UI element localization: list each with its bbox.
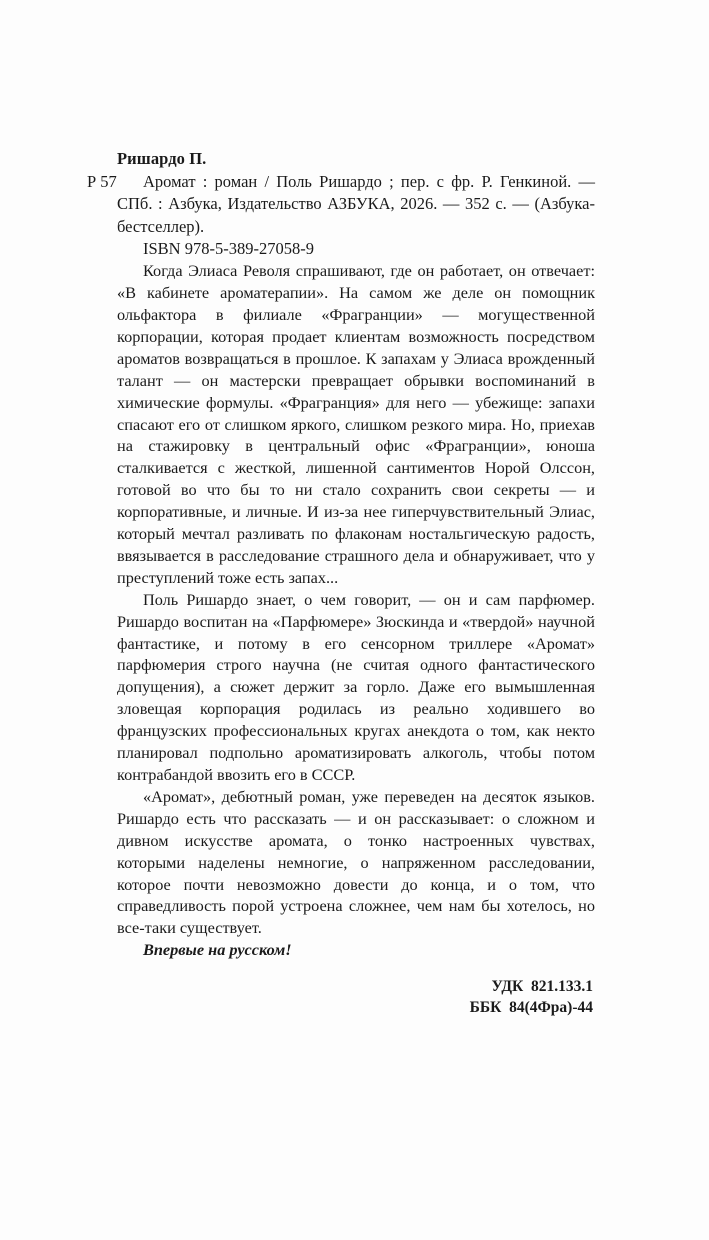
closing-note: Впервые на русском! xyxy=(143,940,292,960)
author-heading: Ришардо П. xyxy=(117,149,207,168)
bbk-code: ББК 84(4Фра)-44 xyxy=(469,998,593,1016)
annotation-paragraph-2: Поль Ришардо знает, о чем говорит, — он и сам парфюмер. Ришардо воспитан на «Парфюмере» Зюскинда и «твердой» научной фантастике, и потому в его сенсорном триллере «Аромат» парфюмерия строго научна (не считая одного фантастического допущения), а сюжет держит за горло. Даже его вымышленная зловещая корпорация родилась из реально ходившего во французских профессиональных кругах анекдота о том, как некто планировал подпольно ароматизировать алкоголь, чтобы потом контрабандой ввозить его в СССР. xyxy=(117,589,595,785)
classification-codes xyxy=(117,977,595,1018)
bibliographic-block xyxy=(87,171,595,260)
annotation-paragraph-1: Когда Элиаса Револя спрашивают, где он работает, он отвечает: «В кабинете ароматерапии». На самом же деле он помощник ольфактора в филиале «Фрагранции» — могущественной корпорации, которая продает клиентам возможность посредством ароматов возвращаться в прошлое. К запахам у Элиаса врожденный талант — он мастерски превращает обрывки воспоминаний в химические формулы. «Фрагранция» для него — убежище: запахи спасают его от слишком яркого, слишком резкого мира. Но, приехав на стажировку в центральный офис «Фрагранции», юноша сталкивается с жесткой, лишенной сантиментов Норой Олссон, готовой во что бы то ни стало сохранить свои секреты — и корпоративные, и личные. И из-за нее гиперчувствительный Элиас, который мечтал разливать по флаконам ностальгическую радость, ввязывается в расследование страшного дела и обнаруживает, что у преступлений тоже есть запах... xyxy=(117,261,595,587)
annotation-paragraph-3: «Аромат», дебютный роман, уже переведен на десяток языков. Ришардо есть что рассказать — и он рассказывает: о сложном и дивном искусстве аромата, о тонко настроенных чувствах, которыми наделены немногие, о напряженном расследовании, которое почти невозможно довести до конца, и о том, что справедливость порой устроена сложнее, чем нам бы хотелось, но все-таки существует. xyxy=(117,786,595,938)
udk-code: УДК 821.133.1 xyxy=(491,978,593,996)
isbn-line: ISBN 978-5-389-27058-9 xyxy=(143,238,314,258)
bibliographic-entry: Аромат : роман / Поль Ришардо ; пер. с фр. Р. Генкиной. — СПб. : Азбука, Издательство АЗБУКА, 2026. — 352 с. — (Азбука-бестселлер). xyxy=(117,172,595,236)
imprint-content xyxy=(87,148,595,1018)
shelf-code: Р 57 xyxy=(87,172,117,192)
